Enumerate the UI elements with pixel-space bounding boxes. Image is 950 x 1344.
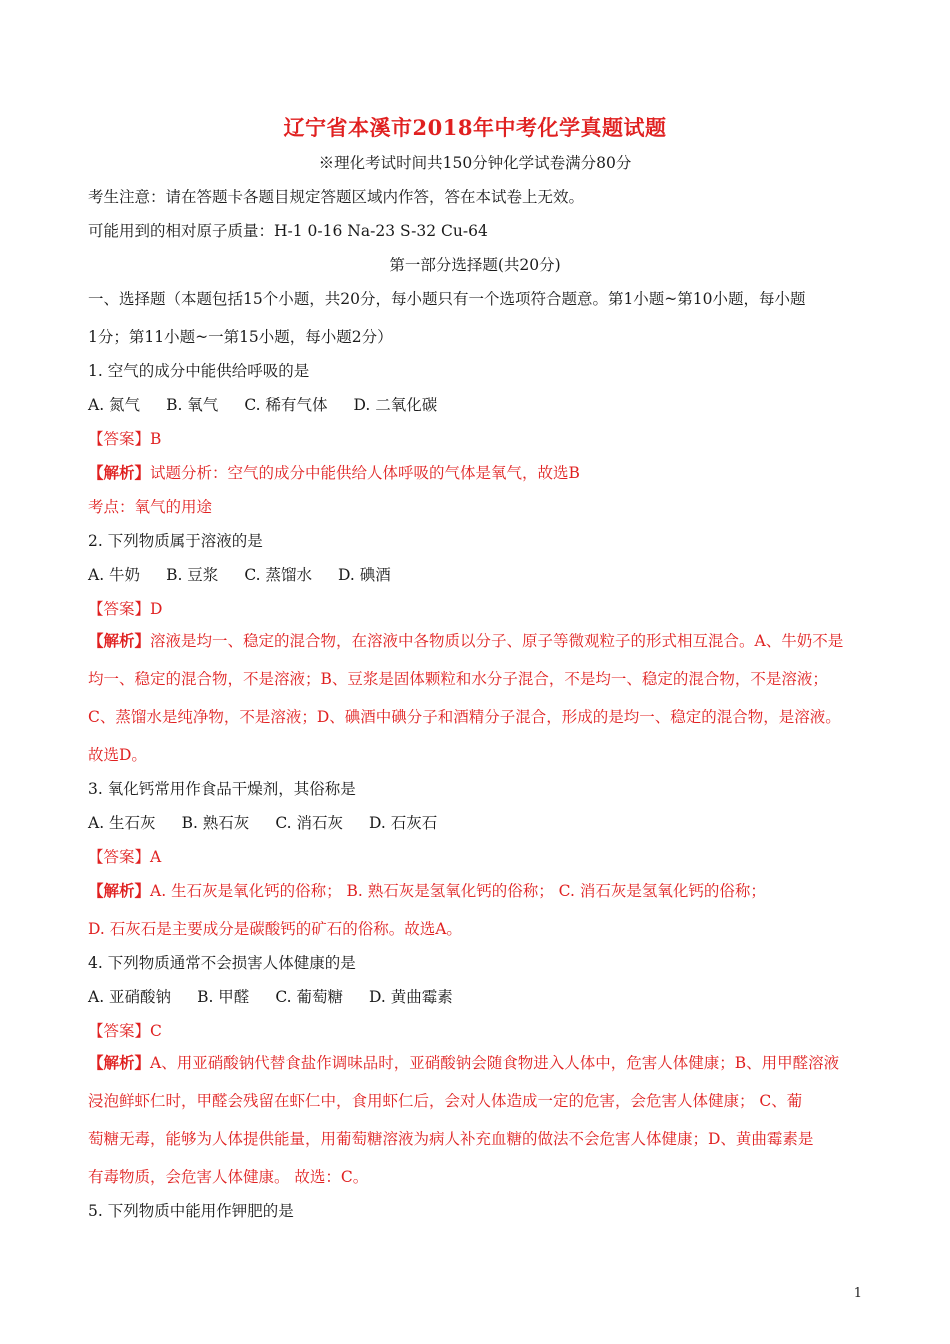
section-heading-line-1: 一、选择题（本题包括15个小题，共20分，每小题只有一个选项符合题意。第1小题~第10小题，每小题: [88, 290, 806, 308]
kaodian-line: 考点：氧气的用途: [88, 498, 213, 516]
analysis-label: 【解析】: [88, 463, 151, 482]
question-stem: 5. 下列物质中能用作钾肥的是: [88, 1202, 294, 1220]
option: D. 石灰石: [368, 814, 438, 832]
analysis-label: 【解析】: [88, 881, 151, 900]
analysis-label: 【解析】: [88, 631, 151, 650]
analysis-text: C、蒸馏水是纯净物，不是溶液；D、碘酒中碘分子和酒精分子混合，形成的是均一、稳定的混合物，是溶液。: [88, 708, 841, 726]
answer-line: 【答案】A: [88, 848, 162, 866]
answer-line: 【答案】B: [88, 430, 162, 448]
analysis-text: 有毒物质，会危害人体健康。 故选：C。: [88, 1168, 369, 1186]
analysis-text: 故选D。: [88, 746, 147, 764]
question-options: [88, 812, 878, 834]
analysis-line: [88, 630, 878, 652]
analysis-line: [88, 1052, 878, 1074]
exam-subtitle: ※理化考试时间共150分钟化学试卷满分80分: [318, 154, 632, 172]
answer-line: 【答案】C: [88, 1022, 162, 1040]
analysis-text: A、用亚硝酸钠代替食盐作调味品时，亚硝酸钠会随食物进入人体中，危害人体健康；B、用甲醛溶液: [150, 1054, 840, 1072]
option: B. 氧气: [166, 396, 219, 414]
analysis-label: 【解析】: [88, 1053, 151, 1072]
answer-line: 【答案】D: [88, 600, 163, 618]
analysis-line: [88, 462, 878, 484]
question-stem: 4. 下列物质通常不会损害人体健康的是: [88, 954, 356, 972]
analysis-text: 试题分析：空气的成分中能供给人体呼吸的气体是氧气，故选B: [150, 464, 580, 482]
question-stem: 3. 氧化钙常用作食品干燥剂，其俗称是: [88, 780, 356, 798]
question-options: [88, 986, 878, 1008]
option: A. 牛奶: [88, 566, 141, 584]
question-stem: 2. 下列物质属于溶液的是: [88, 532, 263, 550]
part-heading: 第一部分选择题(共20分): [389, 256, 561, 274]
option: C. 葡萄糖: [275, 988, 343, 1006]
option: B. 豆浆: [166, 566, 219, 584]
analysis-text: A. 生石灰是氧化钙的俗称； B. 熟石灰是氢氧化钙的俗称； C. 消石灰是氢氧化钙的俗称；: [150, 882, 766, 900]
option: D. 碘酒: [337, 566, 391, 584]
analysis-text: 均一、稳定的混合物，不是溶液；B、豆浆是固体颗粒和水分子混合，不是均一、稳定的混合物，不是溶液；: [88, 670, 828, 688]
option: C. 消石灰: [275, 814, 343, 832]
option: D. 二氧化碳: [353, 396, 438, 414]
option: A. 亚硝酸钠: [88, 988, 172, 1006]
option: C. 蒸馏水: [244, 566, 312, 584]
question-stem: 1. 空气的成分中能供给呼吸的是: [88, 362, 310, 380]
section-heading-line-2: 1分；第11小题~一第15小题，每小题2分）: [88, 328, 393, 346]
exam-notice: 考生注意：请在答题卡各题目规定答题区域内作答，答在本试卷上无效。: [88, 188, 585, 206]
option: D. 黄曲霉素: [368, 988, 453, 1006]
question-options: [88, 394, 878, 416]
analysis-text: 萄糖无毒，能够为人体提供能量，用葡萄糖溶液为病人补充血糖的做法不会危害人体健康；D、黄曲霉素是: [88, 1130, 814, 1148]
analysis-text: D. 石灰石是主要成分是碳酸钙的矿石的俗称。故选A。: [88, 920, 462, 938]
option: C. 稀有气体: [244, 396, 328, 414]
option: A. 生石灰: [88, 814, 156, 832]
analysis-line: [88, 880, 878, 902]
page-number: 1: [853, 1286, 862, 1301]
page-title: 辽宁省本溪市2018年中考化学真题试题: [283, 115, 667, 140]
atomic-mass-line: 可能用到的相对原子质量：H-1 0-16 Na-23 S-32 Cu-64: [88, 222, 488, 240]
analysis-text: 浸泡鲜虾仁时，甲醛会残留在虾仁中，食用虾仁后，会对人体造成一定的危害，会危害人体健康； C、葡: [88, 1092, 803, 1110]
option: A. 氮气: [88, 396, 141, 414]
option: B. 甲醛: [197, 988, 250, 1006]
option: B. 熟石灰: [181, 814, 250, 832]
question-options: [88, 564, 878, 586]
analysis-text: 溶液是均一、稳定的混合物，在溶液中各物质以分子、原子等微观粒子的形式相互混合。A、牛奶不是: [150, 632, 844, 650]
